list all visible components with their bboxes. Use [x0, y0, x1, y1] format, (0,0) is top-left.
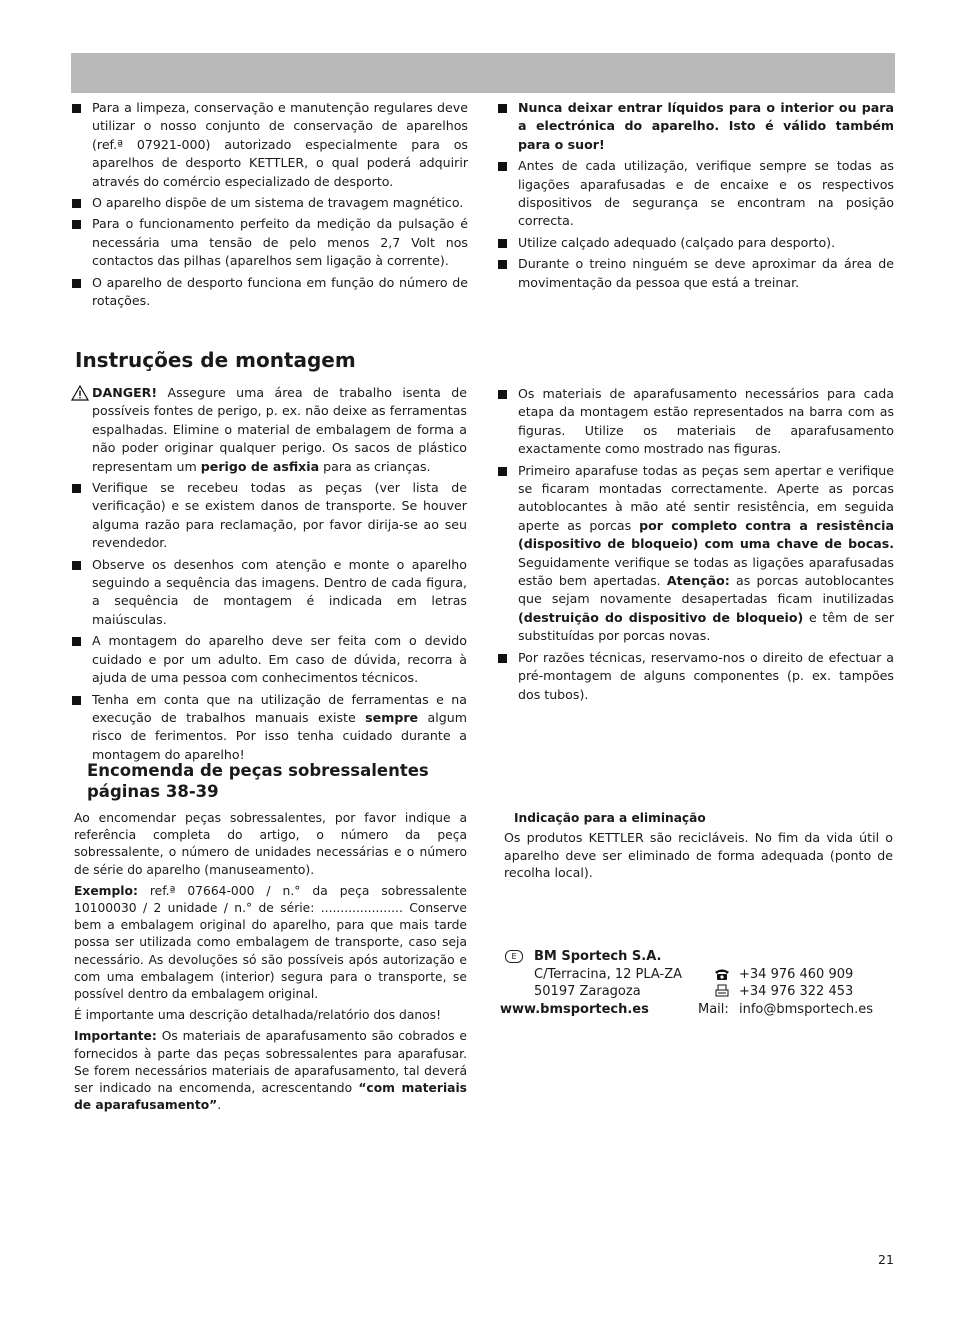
warning-triangle-icon: [71, 385, 89, 401]
list-item: O aparelho dispõe de um sistema de travagem magnético.: [71, 194, 468, 212]
fax-icon: [714, 984, 730, 998]
spare-parts-title: Encomenda de peças sobressalentes páginas 38-39: [87, 761, 429, 801]
disposal-text: Os produtos KETTLER são recicláveis. No fim da vida útil o aparelho deve ser eliminado de forma adequada (ponto de recolha local).: [504, 830, 893, 881]
list-item: O aparelho de desporto funciona em função do número de rotações.: [71, 274, 468, 311]
list-item: Para a limpeza, conservação e manutenção regulares deve utilizar o nosso conjunto de conservação de aparelhos (ref.ª 07921-000) autorizado especialmente para os aparelhos de desporto KETTLER, o qual poderá adquirir através do comércio especializado de desporto.: [71, 99, 468, 191]
list-item: Por razões técnicas, reservamo-nos o direito de efectuar a pré-montagem de alguns componentes (p. ex. tampões dos tubos).: [497, 649, 894, 704]
list-item: Observe os desenhos com atenção e monte o aparelho seguindo a sequência das imagens. Dentro de cada figura, a sequência de montagem é indicada em letras maiúsculas.: [71, 556, 467, 630]
email-link[interactable]: info@bmsportech.es: [739, 1001, 874, 1017]
assembly-right: [497, 385, 894, 707]
damage-note: É importante uma descrição detalhada/relatório dos danos!: [74, 1008, 442, 1023]
assembly-left: [71, 384, 467, 767]
phone-number: +34 976 460 909: [739, 966, 854, 982]
list-item-screws: Primeiro aparafuse todas as peças sem apertar e verifique se ficaram montadas correctamente. Aperte as porcas autoblocantes à mão até sentir resistência, em seguida aperte as porcas por completo contra a resistência (dispositivo de bloqueio) com uma chave de bocas. Seguidamente verifique se todas as ligações aparafusadas estão bem apertadas. Atenção: as porcas autoblocantes que sejam novamente desapertadas ficam inutilizadas (destruição do dispositivo de bloqueio) e têm de ser substituídas por porcas novas.: [497, 462, 894, 646]
list-item: Para o funcionamento perfeito da medição da pulsação é necessária uma tensão de pelo menos 2,7 Volt nos contactos das pilhas (aparelhos sem ligação à corrente).: [71, 215, 468, 270]
order-paragraph: Ao encomendar peças sobressalentes, por favor indique a referência completa do artigo, o número da peça sobressalente, o número de unidades necessárias e o número de série do aparelho (manuseamento).: [74, 811, 467, 877]
disposal-section: [504, 810, 893, 886]
list-item: Verifique se recebeu todas as peças (ver lista de verificação) e se existem danos de transporte. Se houver alguma razão para reclamação, por favor dirija-se ao seu revendedor.: [71, 479, 467, 553]
important-paragraph: Importante: Os materiais de aparafusamento são cobrados e fornecidos à parte das peças sobressalentes para aparafusar. Se forem necessários materiais de aparafusamento, tal deverá ser indicado na encomenda, acrescentando “com materiais de aparafusamento”.: [74, 1029, 467, 1113]
page-number: 21: [878, 1252, 894, 1267]
contact-block: [500, 948, 880, 1018]
disposal-title: Indicação para a eliminação: [514, 811, 706, 825]
list-item: Utilize calçado adequado (calçado para desporto).: [497, 234, 894, 252]
list-item: Durante o treino ninguém se deve aproximar da área de movimentação da pessoa que está a treinar.: [497, 255, 894, 292]
fax-number: +34 976 322 453: [739, 984, 854, 999]
website-link[interactable]: www.bmsportech.es: [500, 1001, 649, 1017]
list-item-tools: Tenha em conta que na utilização de ferramentas e na execução de trabalhos manuais existe sempre algum risco de ferimentos. Por isso tenha cuidado durante a montagem do aparelho!: [71, 691, 467, 765]
example-paragraph: Exemplo: ref.ª 07664-000 / n.° da peça sobressalente 10100030 / 2 unidade / n.° de série: ..................... Conserve bem a embalagem original do aparelho, para que mais tarde possa ser utilizada como embalagem de transporte, caso seja necessário. As devoluções só são possíveis após autorização e com uma embalagem (interior) segura para o transporte, se possível dentro da embalagem original.: [74, 883, 467, 1002]
danger-item: DANGER! Assegure uma área de trabalho isenta de possíveis fontes de perigo, p. ex. não deixe as ferramentas espalhadas. Elimine o material de embalagem de forma a não poder originar qualquer perigo. Os sacos de plástico representam um perigo de asfixia para as crianças.: [71, 384, 467, 476]
spare-parts-text: [74, 810, 467, 1118]
safety-list: [497, 99, 894, 295]
list-item: A montagem do aparelho deve ser feita com o devido cuidado e por um adulto. Em caso de dúvida, recorra à ajuda de uma pessoa com conhecimentos técnicos.: [71, 632, 467, 687]
list-item: Os materiais de aparafusamento necessários para cada etapa da montagem estão representados na barra com as figuras. Utilize os materiais de aparafusamento exactamente como mostrado nas figuras.: [497, 385, 894, 459]
city: 50197 Zaragoza: [534, 984, 641, 999]
assembly-title: Instruções de montagem: [75, 348, 356, 372]
street: C/Terracina, 12 PLA-ZA: [534, 966, 682, 982]
country-badge: E: [505, 950, 523, 963]
maintenance-list: [71, 99, 468, 313]
mail-label: Mail:: [698, 1001, 729, 1017]
phone-icon: [714, 968, 730, 981]
list-item-liquids: Nunca deixar entrar líquidos para o interior ou para a electrónica do aparelho. Isto é válido também para o suor!: [497, 99, 894, 154]
header-bar: [71, 53, 895, 93]
company-name: BM Sportech S.A.: [534, 949, 662, 964]
list-item: Antes de cada utilização, verifique sempre se todas as ligações aparafusadas e de encaixe e os respectivos dispositivos de segurança se encontram na posição correcta.: [497, 157, 894, 231]
